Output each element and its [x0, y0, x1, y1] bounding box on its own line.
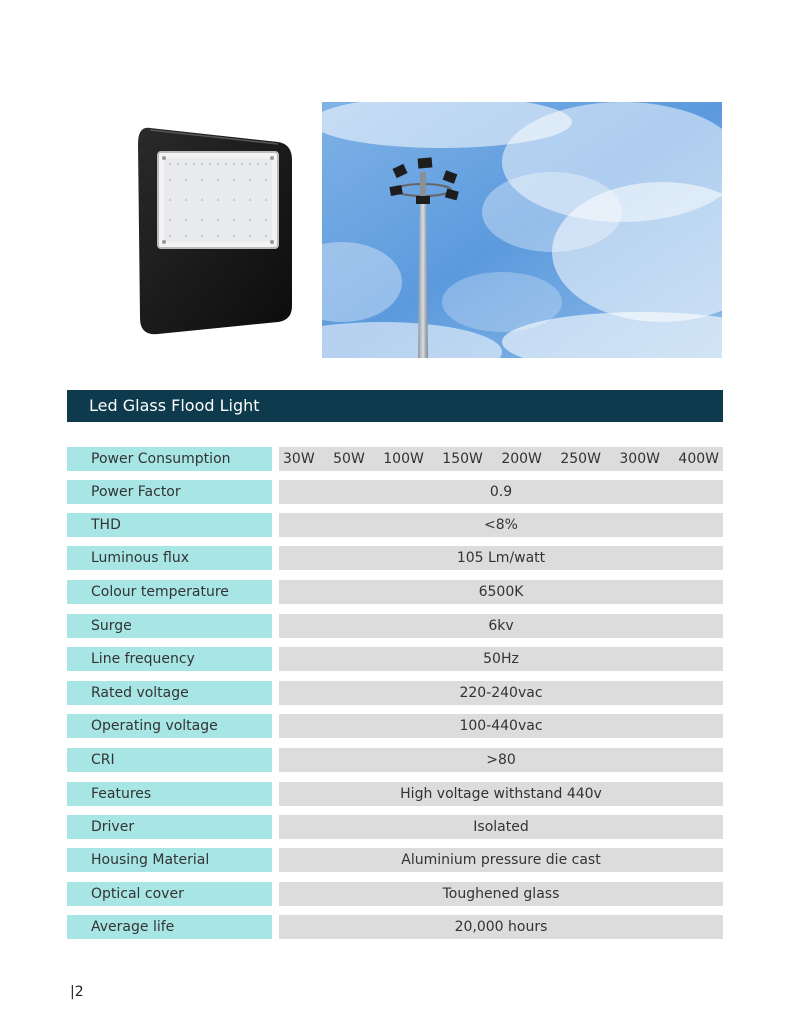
- spec-row: [67, 882, 723, 906]
- page-number: |2: [70, 984, 84, 1000]
- spec-row: [67, 848, 723, 872]
- wattage-option: 250W: [560, 451, 601, 467]
- spec-label: Driver: [67, 815, 272, 839]
- spec-label: Power Consumption: [67, 447, 272, 471]
- wattage-option: 50W: [333, 451, 365, 467]
- spec-label: Colour temperature: [67, 580, 272, 604]
- spec-value: 100-440vac: [279, 714, 723, 738]
- spec-label: CRI: [67, 748, 272, 772]
- spec-label: Power Factor: [67, 480, 272, 504]
- spec-row: [67, 815, 723, 839]
- spec-label: Operating voltage: [67, 714, 272, 738]
- spec-value: High voltage withstand 440v: [279, 782, 723, 806]
- spec-value: 20,000 hours: [279, 915, 723, 939]
- spec-row: [67, 580, 723, 604]
- spec-value: Isolated: [279, 815, 723, 839]
- spec-label: Average life: [67, 915, 272, 939]
- high-mast-light-photo: [322, 102, 722, 358]
- spec-value: 220-240vac: [279, 681, 723, 705]
- wattage-option: 400W: [678, 451, 719, 467]
- spec-value: 6500K: [279, 580, 723, 604]
- wattage-option: 150W: [442, 451, 483, 467]
- spec-label: Luminous flux: [67, 546, 272, 570]
- spec-row: [67, 513, 723, 537]
- spec-value: >80: [279, 748, 723, 772]
- spec-label: Features: [67, 782, 272, 806]
- spec-label: Line frequency: [67, 647, 272, 671]
- spec-row: [67, 915, 723, 939]
- spec-row: [67, 782, 723, 806]
- spec-value: 6kv: [279, 614, 723, 638]
- wattage-option: 200W: [501, 451, 542, 467]
- spec-label: Optical cover: [67, 882, 272, 906]
- spec-row: [67, 647, 723, 671]
- spec-row: [67, 546, 723, 570]
- spec-label: Surge: [67, 614, 272, 638]
- spec-row: [67, 748, 723, 772]
- spec-row: [67, 681, 723, 705]
- spec-value: Toughened glass: [279, 882, 723, 906]
- spec-row: [67, 714, 723, 738]
- spec-value: 105 Lm/watt: [279, 546, 723, 570]
- product-title: Led Glass Flood Light: [67, 390, 723, 422]
- wattage-option: 100W: [383, 451, 424, 467]
- spec-label: Rated voltage: [67, 681, 272, 705]
- spec-row: [67, 614, 723, 638]
- wattage-option: 300W: [619, 451, 660, 467]
- spec-value: Aluminium pressure die cast: [279, 848, 723, 872]
- wattage-option: 30W: [283, 451, 315, 467]
- spec-row-power-consumption: [67, 447, 723, 471]
- spec-value: 50Hz: [279, 647, 723, 671]
- spec-label: THD: [67, 513, 272, 537]
- spec-value: <8%: [279, 513, 723, 537]
- flood-light-photo: [128, 120, 300, 342]
- spec-value: 0.9: [279, 480, 723, 504]
- wattage-list: [279, 447, 723, 471]
- spec-label: Housing Material: [67, 848, 272, 872]
- spec-row: [67, 480, 723, 504]
